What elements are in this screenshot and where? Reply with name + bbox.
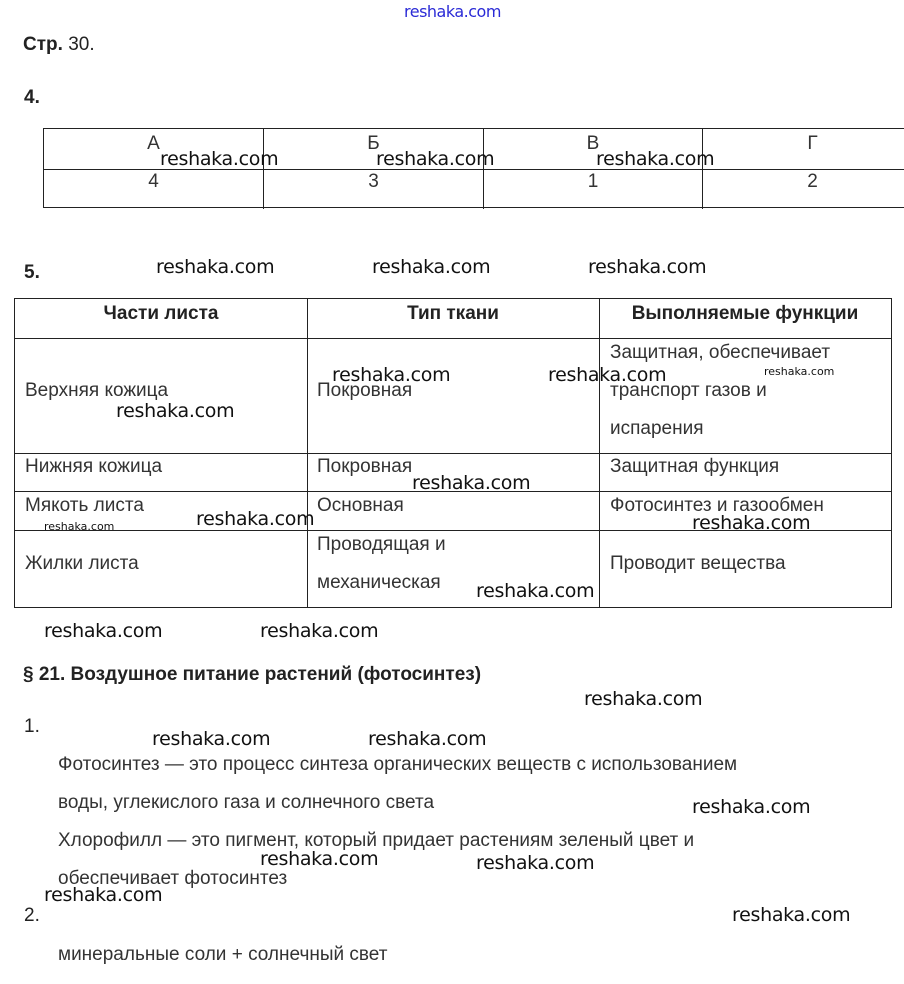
watermark: reshaka.com xyxy=(260,848,379,870)
leaf-tissue-table xyxy=(14,298,892,608)
text-line: минеральные соли + солнечный свет xyxy=(58,944,388,965)
task-5-number: 5. xyxy=(24,262,40,283)
text-line: Фотосинтез — это процесс синтеза органических веществ с использованием xyxy=(58,754,738,775)
column-header-parts: Части листа xyxy=(103,303,219,324)
watermark: reshaka.com xyxy=(44,520,115,533)
cell-part: Мякоть листа xyxy=(25,495,144,516)
table-cell: 3 xyxy=(263,169,483,209)
table-cell: 1 xyxy=(483,169,702,209)
watermark: reshaka.com xyxy=(368,728,487,750)
cell-function: Защитная, обеспечивает xyxy=(610,342,831,363)
task-2-number: 2. xyxy=(24,905,40,926)
cell-function: Проводит вещества xyxy=(610,553,786,574)
watermark: reshaka.com xyxy=(156,256,275,278)
watermark: reshaka.com xyxy=(196,508,315,530)
table-header-cell: А xyxy=(147,133,160,154)
watermark: reshaka.com xyxy=(372,256,491,278)
page-number: 30. xyxy=(68,34,95,55)
watermark: reshaka.com xyxy=(692,512,811,534)
page-heading xyxy=(23,34,95,56)
cell-function: Фотосинтез и газообмен xyxy=(610,495,824,516)
table-cell: 4 xyxy=(148,171,159,192)
watermark: reshaka.com xyxy=(332,364,451,386)
watermark: reshaka.com xyxy=(584,688,703,710)
watermark: reshaka.com xyxy=(476,852,595,874)
watermark: reshaka.com xyxy=(692,796,811,818)
cell-part: Верхняя кожица xyxy=(25,380,169,401)
site-link[interactable]: reshaka.com xyxy=(404,2,501,21)
cell-part: Нижняя кожица xyxy=(25,456,163,477)
task-4-number: 4. xyxy=(24,87,40,108)
cell-function: испарения xyxy=(610,418,704,439)
cell-function: Защитная функция xyxy=(610,456,780,477)
watermark: reshaka.com xyxy=(596,148,715,170)
watermark: reshaka.com xyxy=(588,256,707,278)
table-row xyxy=(44,169,904,209)
text-line: воды, углекислого газа и солнечного света xyxy=(58,792,435,813)
table-cell: 2 xyxy=(702,169,904,209)
watermark: reshaka.com xyxy=(260,620,379,642)
watermark: reshaka.com xyxy=(764,365,835,378)
cell-tissue: Покровная xyxy=(317,456,413,477)
section-title: § 21. Воздушное питание растений (фотосинтез) xyxy=(23,664,482,685)
watermark: reshaka.com xyxy=(152,728,271,750)
cell-tissue: Покровная xyxy=(317,380,413,401)
cell-part: Жилки листа xyxy=(25,553,139,574)
table-header-cell: В xyxy=(483,129,702,169)
watermark: reshaka.com xyxy=(160,148,279,170)
text-line: Хлорофилл — это пигмент, который придает растениям зеленый цвет и xyxy=(58,830,695,851)
cell-tissue: Проводящая и xyxy=(317,534,446,555)
text-line: обеспечивает фотосинтез xyxy=(58,868,288,889)
watermark: reshaka.com xyxy=(376,148,495,170)
cell-tissue: Основная xyxy=(317,495,404,516)
watermark: reshaka.com xyxy=(548,364,667,386)
page-label: Стр. xyxy=(23,34,63,55)
watermark: reshaka.com xyxy=(116,400,235,422)
table-header-cell: Б xyxy=(263,129,483,169)
watermark: reshaka.com xyxy=(412,472,531,494)
column-header-tissue: Тип ткани xyxy=(407,303,499,324)
column-header-functions: Выполняемые функции xyxy=(631,303,859,324)
task-1-number: 1. xyxy=(24,716,40,737)
table-header-cell: Г xyxy=(702,129,904,169)
watermark: reshaka.com xyxy=(44,884,163,906)
watermark: reshaka.com xyxy=(732,904,851,926)
cell-function: транспорт газов и xyxy=(610,380,767,401)
watermark: reshaka.com xyxy=(476,580,595,602)
watermark: reshaka.com xyxy=(44,620,163,642)
cell-tissue: механическая xyxy=(317,572,441,593)
